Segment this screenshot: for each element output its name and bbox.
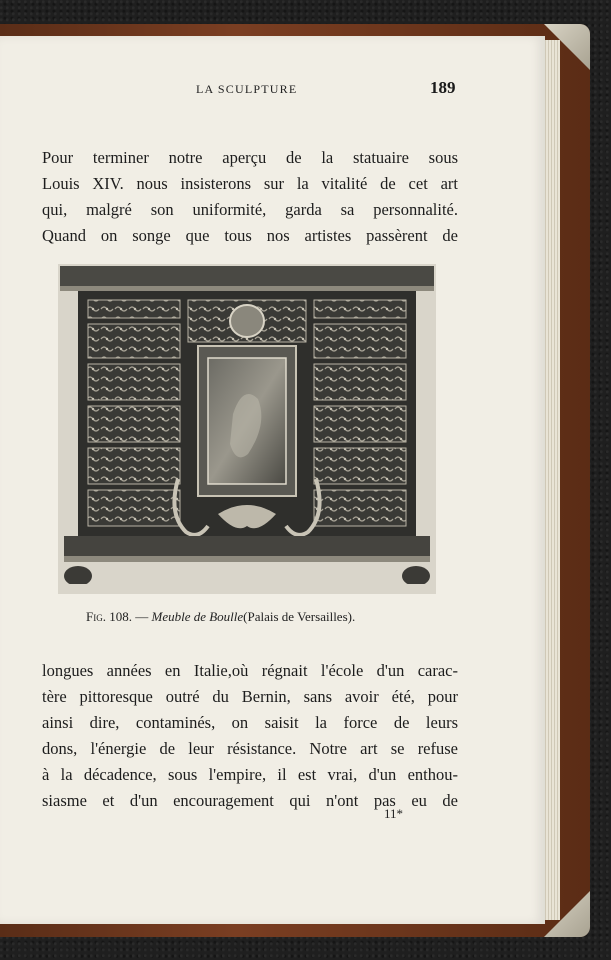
signature-mark: 11* — [384, 806, 404, 821]
text-line: ainsi dire, contaminés, on saisit la force de leurs — [42, 713, 458, 732]
text-line: Quand on songe que tous nos artistes passèrent de — [42, 226, 458, 245]
running-title: LA SCULPTURE — [196, 82, 298, 96]
text-line: qui, malgré son uniformité, garda sa personnalité. — [42, 200, 458, 219]
text-line: Louis XIV. nous insisterons sur la vitalité de cet art — [42, 174, 458, 193]
caption-location: (Palais de Versailles). — [243, 609, 356, 624]
text-line: Pour terminer notre aperçu de la statuaire sous — [42, 148, 458, 167]
caption-title: Meuble de Boulle — [151, 609, 244, 624]
text-line: dons, l'énergie de leur résistance. Notre art se refuse — [42, 739, 458, 758]
text-line: siasme et d'un encouragement qui n'ont pas eu de — [42, 791, 458, 810]
caption-prefix: Fig. — [86, 609, 106, 624]
text-line: longues années en Italie,où régnait l'école d'un carac- — [42, 661, 458, 680]
text-line: à la décadence, sous l'empire, il est vrai, d'un enthou- — [42, 765, 458, 784]
page-number: 189 — [430, 78, 456, 97]
figure-cabinet-illustration — [58, 264, 436, 594]
caption-number: 108. — — [109, 609, 149, 624]
figure-caption — [86, 609, 426, 625]
text-line: tère pittoresque outré du Bernin, sans avoir été, pour — [42, 687, 458, 706]
paragraph-top — [42, 145, 458, 249]
paragraph-bottom — [42, 658, 458, 814]
cabinet-engraving — [58, 264, 436, 594]
